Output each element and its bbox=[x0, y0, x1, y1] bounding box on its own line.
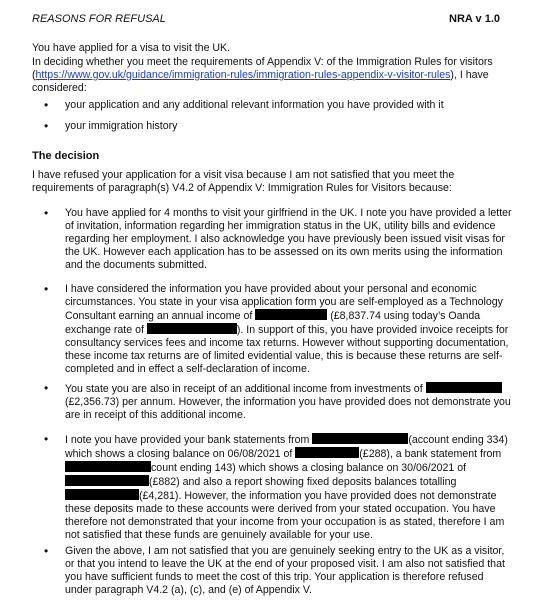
considered-item-1: your application and any additional relevant information you have provided with it bbox=[65, 99, 444, 111]
bullet-marker: • bbox=[44, 381, 49, 395]
redaction-bar bbox=[295, 447, 359, 458]
text-span: (£882) and also a report showing fixed deposits balances totalling bbox=[149, 476, 457, 488]
bullet-marker: • bbox=[44, 282, 49, 296]
redaction-bar bbox=[426, 382, 502, 393]
decision-intro: I have refused your application for a visit visa because I am not satisfied that you meet the requirements of paragraph(s) V4.2 of Appendix V: Immigration Rules for Visitors because: bbox=[32, 169, 455, 194]
decision-point-2 bbox=[65, 283, 512, 376]
bullet-marker: • bbox=[44, 432, 49, 446]
decision-point-5: Given the above, I am not satisfied that you are genuinely seeking entry to the UK as a visitor, or that you intend to leave the UK at the end of your proposed visit. I am also not satisfied that you have sufficient funds to meet the cost of this trip. Your application is therefore refused under paragraph V4.2 (a), (c), and (e) of Appendix V. bbox=[65, 545, 505, 596]
text-span: I have considered the information you have provided about your personal and economic circumstances. You state in your visa application form you are self-employed as a Technology Consultant earning an annual income of bbox=[65, 283, 503, 322]
redaction-bar bbox=[255, 309, 327, 320]
intro-deciding-pre: In deciding whether you meet the requirements of Appendix V: of the Immigration Rules for visitors ( bbox=[32, 56, 493, 81]
redaction-bar bbox=[147, 323, 237, 334]
document-title: REASONS FOR REFUSAL bbox=[32, 13, 166, 25]
text-span: count ending 143) which shows a closing balance on 30/06/2021 of bbox=[151, 462, 467, 474]
text-span: I note you have provided your bank statements from bbox=[65, 434, 313, 446]
decision-point-1: You have applied for 4 months to visit your girlfriend in the UK. I note you have provided a letter of invitation, information regarding her immigration status in the UK, utility bills and evidence regarding her employment. I also acknowledge you have previously been issued visit visas for the UK. However each application has to be assessed on its own merits using the information and the documents submitted. bbox=[65, 207, 512, 271]
text-span: (£8,837.74 using today’s Oanda exchange rate of bbox=[65, 310, 481, 336]
decision-point-3 bbox=[65, 382, 512, 422]
bullet-marker: • bbox=[44, 119, 49, 133]
redaction-bar bbox=[65, 489, 139, 500]
bullet-marker: • bbox=[44, 206, 49, 220]
redaction-bar bbox=[65, 461, 151, 472]
considered-item-2: your immigration history bbox=[65, 120, 178, 132]
text-span: (account ending 334) which shows a closing balance on 06/08/2021 of bbox=[65, 434, 508, 460]
text-span: (£288), a bank statement from bbox=[359, 448, 502, 460]
decision-point-4 bbox=[65, 433, 512, 542]
bullet-marker: • bbox=[44, 98, 49, 112]
redaction-bar bbox=[65, 475, 149, 486]
text-span: You state you are also in receipt of an additional income from investments of bbox=[65, 383, 426, 395]
text-span: (£2,356.73) per annum. However, the information you have provided does not demonstrate you are in receipt of this additional income. bbox=[65, 396, 511, 421]
bullet-marker: • bbox=[44, 544, 49, 558]
intro-deciding-post: ), I have considered: bbox=[32, 69, 489, 94]
section-heading-decision: The decision bbox=[32, 150, 100, 162]
intro-applied: You have applied for a visa to visit the UK. bbox=[32, 42, 231, 54]
immigration-rules-link[interactable]: https://www.gov.uk/guidance/immigration-rules/immigration-rules-appendix-v-visitor-rules bbox=[35, 69, 451, 81]
text-span: ). In support of this, you have provided invoice receipts for consultancy services fees and income tax returns. However without supporting documentation, these income tax returns are of limited evidential value, this is because these returns are self-completed and in effect a self-declaration of income. bbox=[65, 324, 509, 375]
page-header bbox=[32, 13, 500, 27]
redaction-bar bbox=[312, 433, 408, 444]
text-span: (£4,281). However, the information you have provided does not demonstrate these deposits made to these accounts were derived from your stated occupation. You have therefore not demonstrated that your income from your occupation is as stated, therefore I am not satisfied that these funds are genuinely available for your use. bbox=[65, 490, 505, 541]
intro-deciding bbox=[32, 56, 512, 95]
document-reference: NRA v 1.0 bbox=[449, 13, 500, 25]
